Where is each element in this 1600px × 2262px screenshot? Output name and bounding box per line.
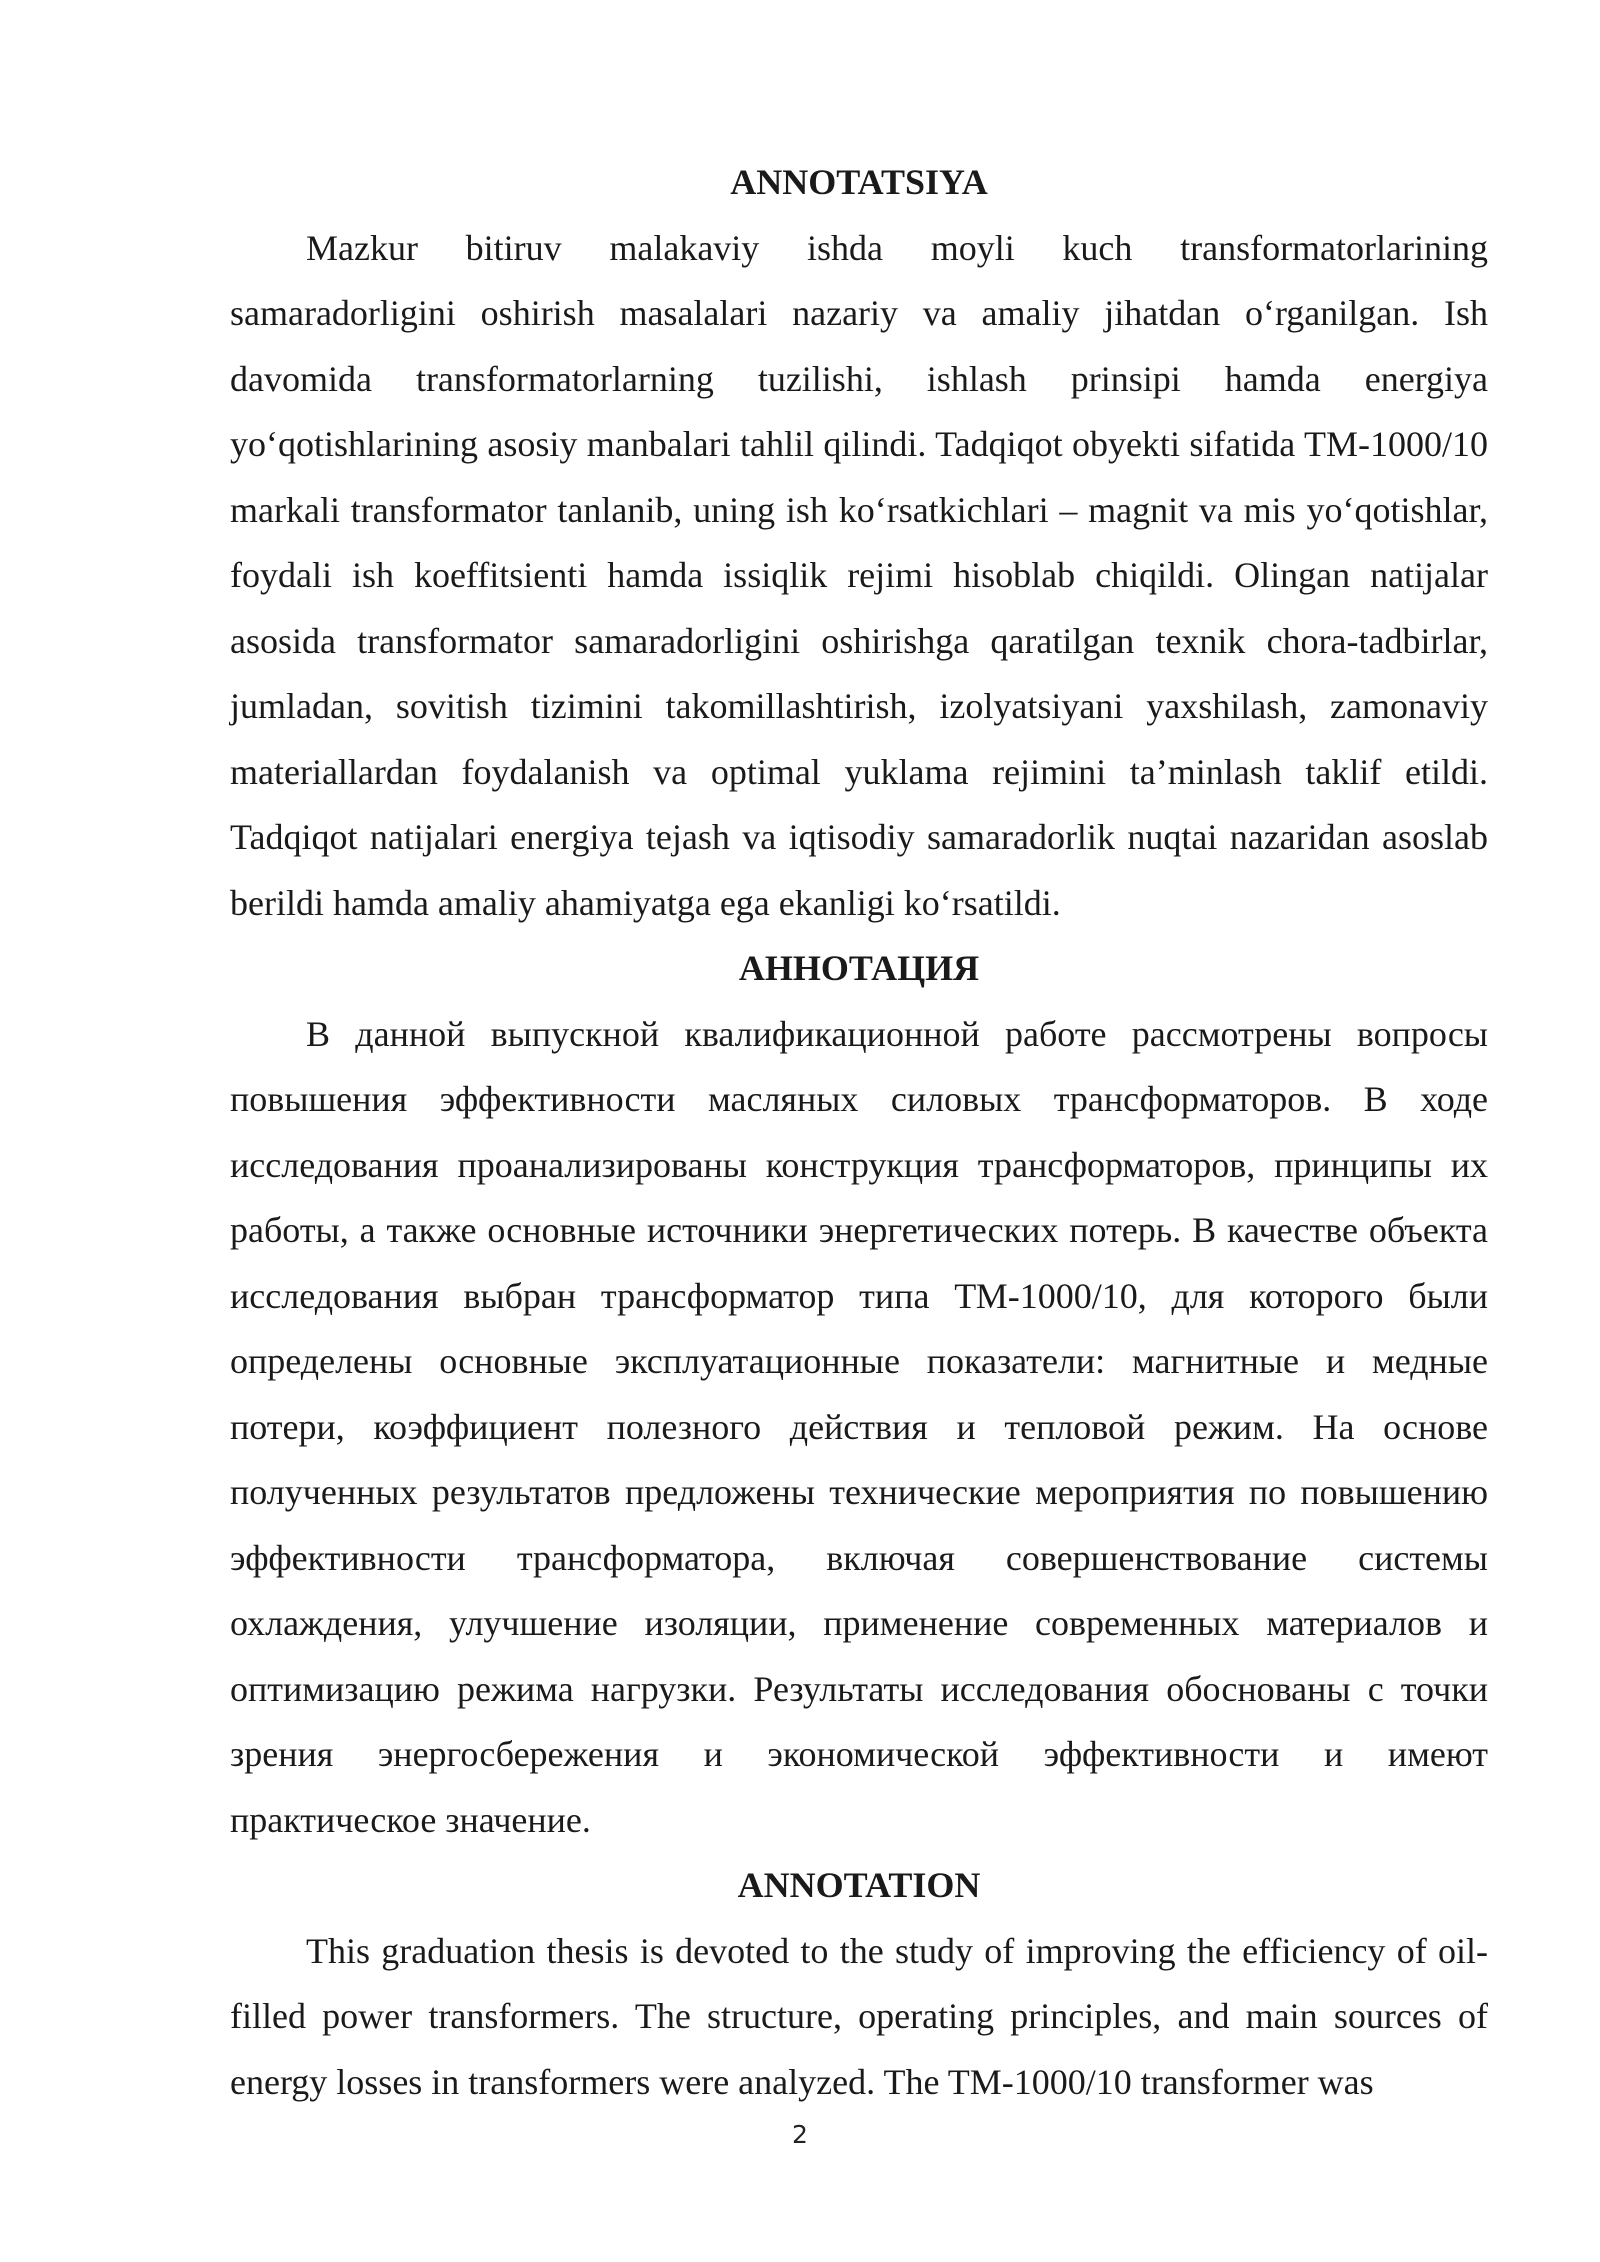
section-title-russian: АННОТАЦИЯ bbox=[738, 948, 980, 988]
section-text-english: This graduation thesis is devoted to the study of improving the efficiency of oil-filled power transformers. The structure, operating principles, and main sources of energy losses in transformers were analyzed. The TM-1000/10 transformer was bbox=[230, 1930, 1488, 2102]
section-text-russian: В данной выпускной квалификационной работе рассмотрены вопросы повышения эффективности масляных силовых трансформаторов. В ходе исследования проанализированы конструкция трансформаторов, принципы их работы, а также основные источники энергетических потерь. В качестве объекта исследования выбран трансформатор типа ТМ-1000/10, для которого были определены основные эксплуатационные показатели: магнитные и медные потери, коэффициент полезного действия и тепловой режим. На основе полученных результатов предложены технические мероприятия по повышению эффективности трансформатора, включая совершенствование системы охлаждения, улучшение изоляции, применение современных материалов и оптимизацию режима нагрузки. Результаты исследования обоснованы с точки зрения энергосбережения и экономической эффективности и имеют практическое значение. bbox=[230, 1013, 1488, 1840]
section-title-uzbek: ANNOTATSIYA bbox=[730, 162, 988, 202]
section-title-english: ANNOTATION bbox=[737, 1865, 981, 1905]
section-text-uzbek: Mazkur bitiruv malakaviy ishda moyli kuch transformatorlarining samaradorligini oshirish masalalari nazariy va amaliy jihatdan o‘rganilgan. Ish davomida transformatorlarning tuzilishi, ishlash prinsipi hamda energiya yo‘qotishlarining asosiy manbalari tahlil qilindi. Tadqiqot obyekti sifatida TM-1000/10 markali transformator tanlanib, uning ish ko‘rsatkichlari – magnit va mis yo‘qotishlar, foydali ish koeffitsienti hamda issiqlik rejimi hisoblab chiqildi. Olingan natijalar asosida transformator samaradorligini oshirishga qaratilgan texnik chora-tadbirlar, jumladan, sovitish tizimini takomillashtirish, izolyatsiyani yaxshilash, zamonaviy materiallardan foydalanish va optimal yuklama rejimini ta’minlash taklif etildi. Tadqiqot natijalari energiya tejash va iqtisodiy samaradorlik nuqtai nazaridan asoslab berildi hamda amaliy ahamiyatga ega ekanligi ko‘rsatildi. bbox=[230, 227, 1488, 923]
page-content bbox=[230, 150, 1488, 2115]
page-number: 2 bbox=[792, 2120, 808, 2149]
